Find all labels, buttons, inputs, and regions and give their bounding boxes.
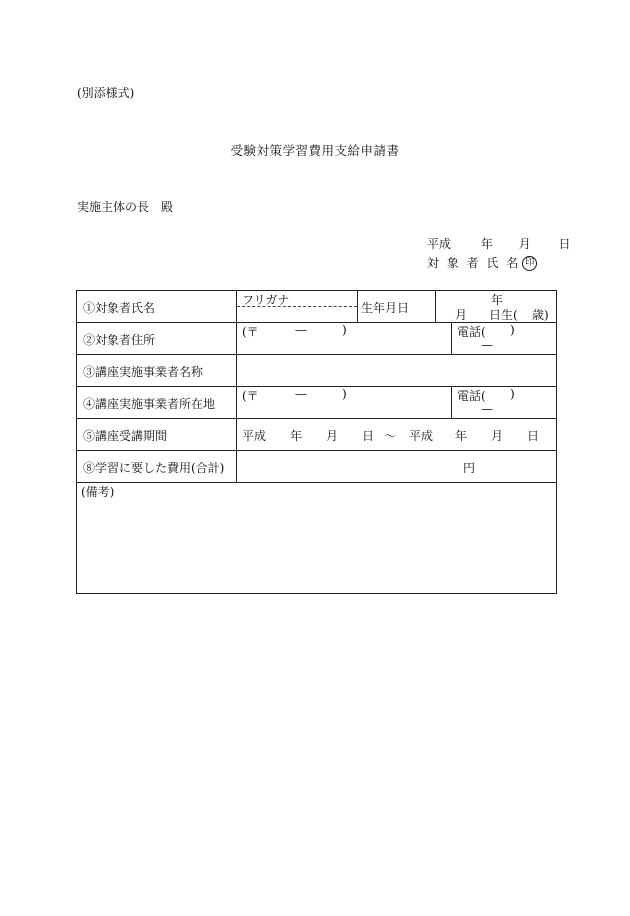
period-tilde: 〜 xyxy=(384,429,397,443)
label-applicant-name: ①対象者氏名 xyxy=(83,301,156,315)
date-era: 平成 xyxy=(427,237,452,251)
postal-open: (〒 xyxy=(242,325,259,339)
label-applicant-address: ②対象者住所 xyxy=(83,333,156,347)
application-date xyxy=(427,235,571,252)
column-divider xyxy=(451,386,452,418)
furigana-label: フリガナ xyxy=(242,293,290,307)
date-day: 日 xyxy=(558,237,571,251)
applicant-name-line xyxy=(427,254,537,271)
end-year: 年 xyxy=(455,429,468,443)
end-month: 月 xyxy=(491,429,504,443)
phone-close: ) xyxy=(510,323,515,337)
column-divider xyxy=(357,291,358,322)
phone-dash: — xyxy=(481,402,493,416)
column-divider xyxy=(236,291,237,482)
phone-dash: — xyxy=(481,338,493,352)
phone-close: ) xyxy=(510,387,515,401)
start-month: 月 xyxy=(326,429,339,443)
birth-month: 月 xyxy=(455,308,468,322)
birth-year: 年 xyxy=(491,293,504,307)
start-era: 平成 xyxy=(242,429,267,443)
date-year: 年 xyxy=(480,237,493,251)
row-divider xyxy=(77,450,556,451)
birth-day-age: 日生( xyxy=(489,308,518,322)
remarks-label: (備考) xyxy=(81,485,115,499)
postal-close: ) xyxy=(342,387,347,401)
postal-open: (〒 xyxy=(242,389,259,403)
row-divider xyxy=(77,354,556,355)
phone-label: 電話( xyxy=(457,389,486,403)
column-divider xyxy=(451,322,452,354)
age-suffix: 歳) xyxy=(532,308,549,322)
end-era: 平成 xyxy=(409,429,434,443)
column-divider xyxy=(435,291,436,322)
date-month: 月 xyxy=(518,237,531,251)
postal-dash: — xyxy=(295,323,307,337)
phone-label: 電話( xyxy=(457,325,486,339)
seal-mark: 印 xyxy=(522,256,537,271)
applicant-name-label: 対 象 者 氏 名 xyxy=(427,256,521,270)
postal-dash: — xyxy=(295,387,307,401)
application-form-table xyxy=(76,290,557,594)
end-day: 日 xyxy=(527,429,540,443)
label-course-period: ⑤講座受講期間 xyxy=(83,429,168,443)
currency-yen: 円 xyxy=(463,461,476,475)
row-divider xyxy=(77,418,556,419)
postal-close: ) xyxy=(342,323,347,337)
label-provider-name: ③講座実施事業者名称 xyxy=(83,365,204,379)
row-divider xyxy=(77,482,556,483)
form-reference: (別添様式) xyxy=(77,86,135,100)
addressee: 実施主体の長 殿 xyxy=(77,200,174,214)
label-total-cost: ⑧学習に要した費用(合計) xyxy=(83,461,225,475)
birthdate-label: 生年月日 xyxy=(361,301,410,315)
start-year: 年 xyxy=(290,429,303,443)
start-day: 日 xyxy=(362,429,375,443)
document-title: 受験対策学習費用支給申請書 xyxy=(230,143,400,158)
label-provider-address: ④講座実施事業者所在地 xyxy=(83,397,216,411)
